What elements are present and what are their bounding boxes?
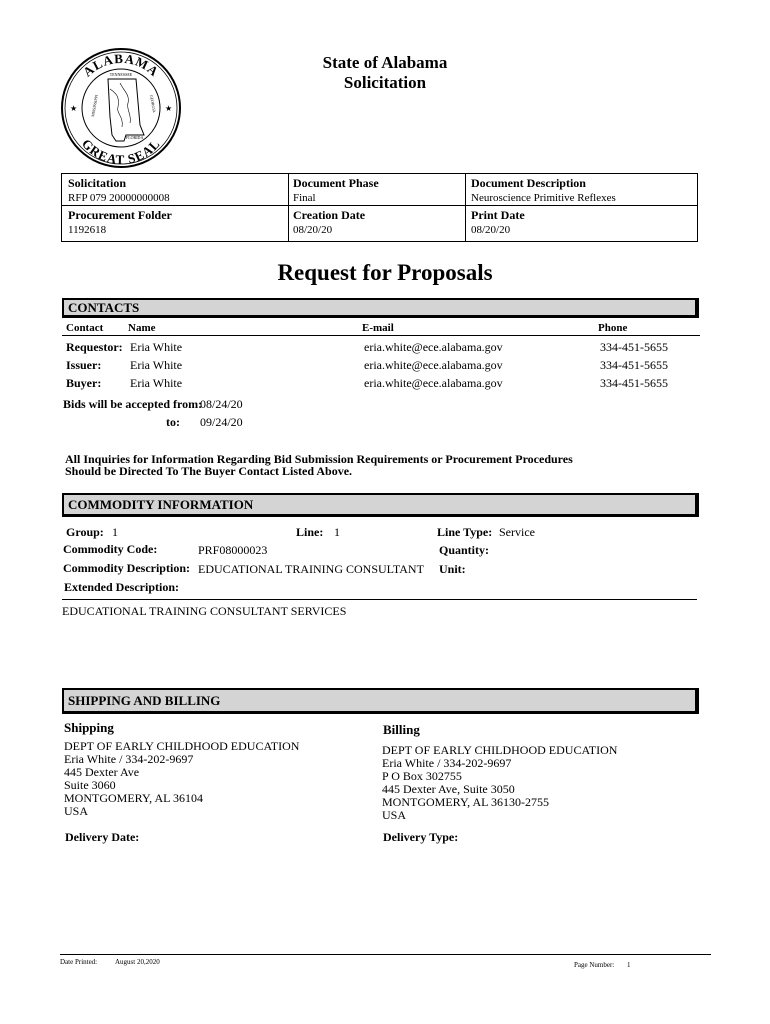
commodity-code-label: Commodity Code:: [63, 542, 158, 556]
document-description-value: Neuroscience Primitive Reflexes: [471, 192, 616, 204]
bids-from-value: 08/24/20: [200, 397, 243, 411]
line-type-value: Service: [499, 525, 535, 539]
footer-page-number-label: Page Number:: [574, 961, 615, 969]
document-phase-value: Final: [293, 192, 316, 204]
billing-label: Billing: [383, 722, 420, 737]
contact-phone: 334-451-5655: [600, 340, 668, 354]
contact-email[interactable]: eria.white@ece.alabama.gov: [364, 376, 503, 390]
shipping-line: 445 Dexter Ave: [64, 765, 140, 779]
billing-line: DEPT OF EARLY CHILDHOOD EDUCATION: [382, 743, 618, 757]
footer-rule: [60, 954, 711, 955]
bids-to-label: to:: [166, 415, 180, 429]
group-label: Group:: [66, 525, 104, 539]
billing-line: USA: [382, 808, 407, 822]
contact-name: Eria White: [130, 358, 183, 372]
footer-page-number-value: 1: [627, 961, 631, 969]
seal-top-text: ALABAMA: [79, 50, 163, 80]
print-date-value: 08/20/20: [471, 224, 511, 236]
billing-address: [382, 744, 617, 822]
solicitation-value: RFP 079 20000000008: [68, 192, 170, 204]
contacts-header-rule: [62, 335, 700, 336]
extended-description-label: Extended Description:: [64, 580, 179, 594]
contact-phone: 334-451-5655: [600, 358, 668, 372]
creation-date-label: Creation Date: [293, 208, 366, 222]
inquiries-note-line1: All Inquiries for Information Regarding Bid Submission Requirements or Procurement Procedures: [65, 452, 573, 466]
line-label: Line:: [296, 525, 324, 539]
document-title: Request for Proposals: [277, 260, 493, 285]
contact-name: Eria White: [130, 340, 183, 354]
billing-line: P O Box 302755: [382, 769, 462, 783]
shipping-line: MONTGOMERY, AL 36104: [64, 791, 204, 805]
shipping-billing-section-header: SHIPPING AND BILLING: [62, 688, 699, 714]
delivery-type-label: Delivery Type:: [383, 830, 459, 844]
line-type-label: Line Type:: [437, 525, 493, 539]
document-phase-label: Document Phase: [293, 176, 379, 190]
billing-line: 445 Dexter Ave, Suite 3050: [382, 782, 515, 796]
solicitation-label: Solicitation: [68, 176, 127, 190]
footer-date-printed-value: August 20,2020: [115, 958, 160, 966]
svg-text:★: ★: [70, 104, 78, 113]
shipping-line: Eria White / 334-202-9697: [64, 752, 194, 766]
email-col-header: E-mail: [362, 322, 394, 334]
billing-line: Eria White / 334-202-9697: [382, 756, 512, 770]
seal-label-florida: FLORIDA: [126, 135, 144, 140]
contacts-section-header: CONTACTS: [62, 298, 699, 318]
extended-description-value: EDUCATIONAL TRAINING CONSULTANT SERVICES: [62, 604, 347, 618]
document-description-label: Document Description: [471, 176, 586, 190]
seal-label-georgia: GEORGIA: [149, 94, 158, 113]
commodity-section-header: COMMODITY INFORMATION: [62, 493, 699, 517]
print-date-label: Print Date: [471, 208, 525, 222]
billing-line: MONTGOMERY, AL 36130-2755: [382, 795, 550, 809]
header-solicitation: Solicitation: [343, 73, 427, 92]
procurement-folder-value: 1192618: [68, 224, 107, 236]
contact-name: Eria White: [130, 376, 183, 390]
unit-label: Unit:: [439, 562, 466, 576]
shipping-label: Shipping: [64, 720, 114, 735]
contact-role-issuer: Issuer:: [66, 358, 102, 372]
extended-description-rule: [62, 599, 697, 600]
contact-email[interactable]: eria.white@ece.alabama.gov: [364, 340, 503, 354]
commodity-description-value: EDUCATIONAL TRAINING CONSULTANT: [198, 562, 424, 576]
seal-label-mississippi: MISSISSIPPI: [90, 94, 99, 118]
group-value: 1: [112, 525, 118, 539]
contact-role-requestor: Requestor:: [66, 340, 123, 354]
svg-text:★: ★: [165, 104, 173, 113]
contact-role-buyer: Buyer:: [66, 376, 102, 390]
commodity-description-label: Commodity Description:: [63, 561, 190, 575]
contact-col-header: Contact: [66, 322, 104, 334]
shipping-line: USA: [64, 804, 89, 818]
bids-from-label: Bids will be accepted from:: [63, 397, 203, 411]
name-col-header: Name: [128, 322, 156, 334]
seal-label-tennessee: TENNESSEE: [109, 72, 133, 77]
shipping-line: DEPT OF EARLY CHILDHOOD EDUCATION: [64, 739, 300, 753]
footer-date-printed-label: Date Printed:: [60, 958, 98, 966]
delivery-date-label: Delivery Date:: [65, 830, 140, 844]
quantity-label: Quantity:: [439, 543, 490, 557]
shipping-line: Suite 3060: [64, 778, 116, 792]
shipping-address: [64, 740, 299, 818]
line-value: 1: [334, 525, 340, 539]
phone-col-header: Phone: [598, 322, 628, 334]
contact-phone: 334-451-5655: [600, 376, 668, 390]
bids-to-value: 09/24/20: [200, 415, 243, 429]
commodity-code-value: PRF08000023: [198, 543, 268, 557]
document-info-table: [61, 173, 698, 242]
seal-bottom-text: GREAT SEAL: [78, 135, 164, 168]
procurement-folder-label: Procurement Folder: [68, 208, 172, 222]
creation-date-value: 08/20/20: [293, 224, 333, 236]
contact-email[interactable]: eria.white@ece.alabama.gov: [364, 358, 503, 372]
header-state: State of Alabama: [322, 53, 448, 72]
inquiries-note-line2: Should be Directed To The Buyer Contact Listed Above.: [65, 464, 353, 478]
